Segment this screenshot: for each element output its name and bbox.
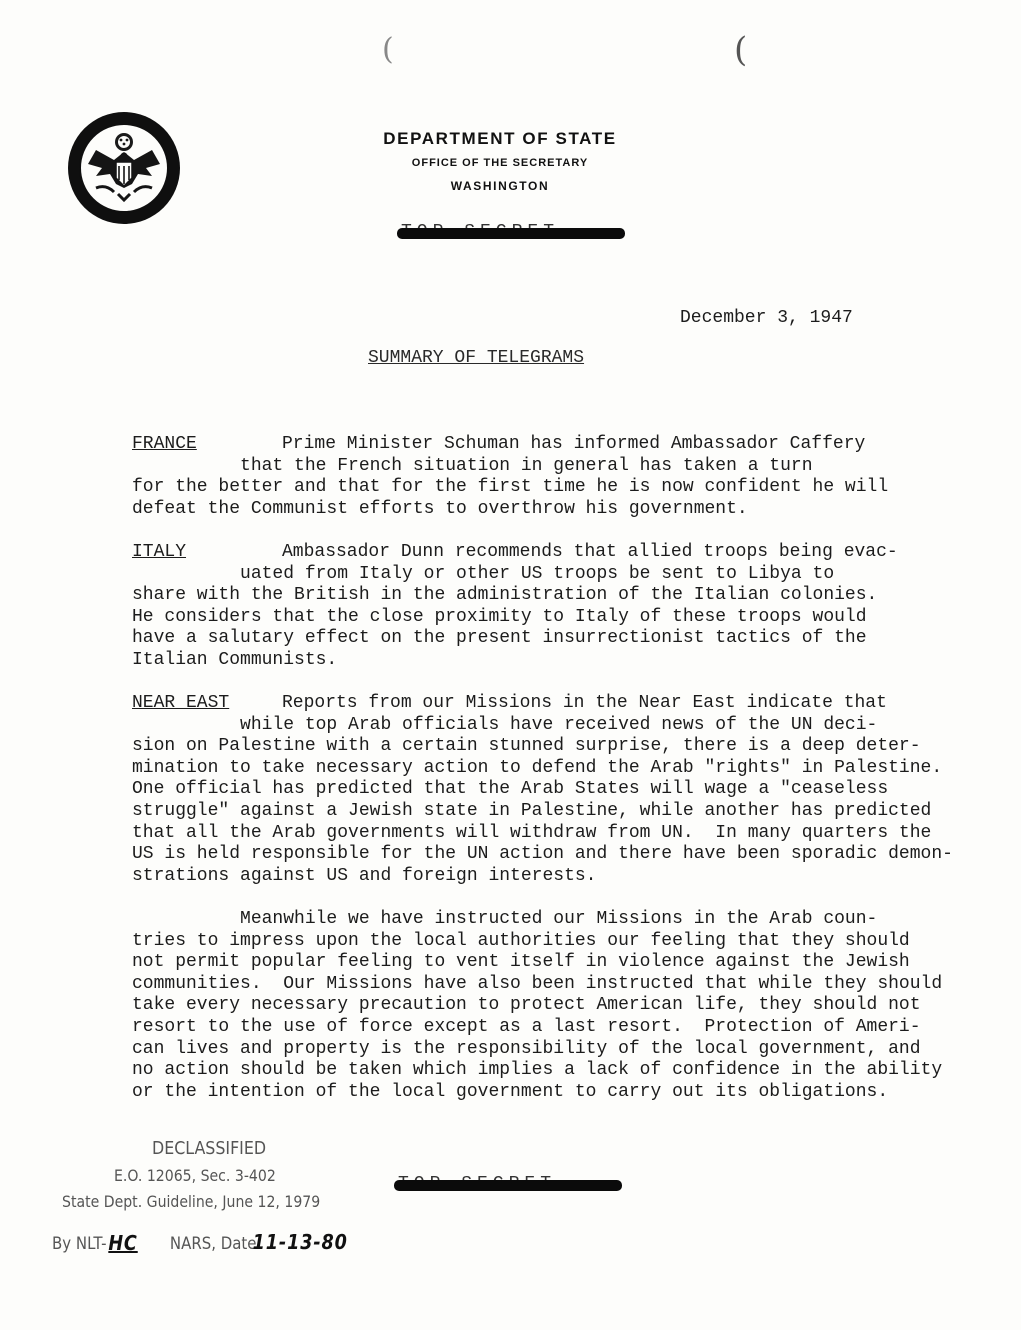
handwritten-date: 11-13-80 (252, 1230, 348, 1254)
text-line: US is held responsible for the UN action and there have been sporadic demon- (132, 844, 953, 865)
text-line: Meanwhile we have instructed our Missions in the Arab coun- (132, 909, 878, 929)
classification-marking-bottom (398, 1174, 618, 1194)
text-line: mination to take necessary action to defend the Arab "rights" in Palestine. (132, 757, 943, 778)
text-line: or the intention of the local government to carry out its obligations. (132, 1081, 889, 1102)
text-line: take every necessary precaution to protect American life, they should not (132, 995, 921, 1016)
text-line: for the better and that for the first time he is now confident he will (132, 477, 889, 498)
text-line: sion on Palestine with a certain stunned surprise, there is a deep deter- (132, 736, 921, 757)
letterhead (320, 128, 680, 193)
text-line: while top Arab officials have received news of the UN deci- (132, 714, 878, 735)
text-line: struggle" against a Jewish state in Palestine, while another has predicted (132, 800, 932, 821)
text-line: strations against US and foreign interests. (132, 865, 597, 886)
redaction-bar (397, 228, 625, 239)
section-france (132, 434, 962, 520)
text-line: One official has predicted that the Arab States will wage a "ceaseless (132, 779, 889, 800)
text-line: not permit popular feeling to vent itself in violence against the Jewish (132, 952, 910, 973)
text-line: defeat the Communist efforts to overthrow his government. (132, 498, 748, 519)
declassified-label: DECLASSIFIED (152, 1138, 267, 1159)
section-first-line (132, 434, 962, 456)
section-text: Reports from our Missions in the Near East indicate that (282, 693, 887, 713)
eagle-seal-icon (66, 110, 182, 226)
guideline-ref: State Dept. Guideline, June 12, 1979 (62, 1192, 321, 1211)
section-heading: FRANCE (132, 434, 197, 454)
section-heading: ITALY (132, 542, 187, 562)
executive-order-ref: E.O. 12065, Sec. 3-402 (114, 1166, 276, 1185)
text-line: tries to impress upon the local authorities our feeling that they should (132, 930, 910, 951)
authorization-line (52, 1230, 348, 1255)
text-line: He considers that the close proximity to Italy of these troops would (132, 606, 867, 627)
section-text: Ambassador Dunn recommends that allied troops being evac- (282, 542, 898, 562)
by-label: By NLT- (52, 1234, 107, 1254)
classification-marking-top (401, 222, 621, 242)
redaction-bar (394, 1180, 622, 1191)
text-line: no action should be taken which implies a lack of confidence in the ability (132, 1060, 943, 1081)
text-line: that all the Arab governments will withdraw from UN. In many quarters the (132, 822, 932, 843)
text-line: resort to the use of force except as a last resort. Protection of Ameri- (132, 1016, 921, 1037)
paper-mark: ( (734, 30, 748, 70)
nars-label: NARS, Date (169, 1234, 257, 1254)
section-first-line (132, 542, 962, 564)
document-title: SUMMARY OF TELEGRAMS (368, 348, 585, 368)
office-name: OFFICE OF THE SECRETARY (411, 157, 589, 169)
state-department-seal (66, 110, 182, 226)
text-line: communities. Our Missions have also been instructed that while they should (132, 973, 943, 994)
text-line: can lives and property is the responsibility of the local government, and (132, 1038, 921, 1059)
text-line: that the French situation in general has taken a turn (132, 455, 813, 476)
text-line: have a salutary effect on the present insurrectionist tactics of the (132, 628, 867, 649)
section-first-line (132, 693, 962, 715)
text-line: Italian Communists. (132, 649, 338, 670)
city-name: WASHINGTON (450, 179, 550, 193)
section-near-east (132, 693, 962, 887)
section-heading: NEAR EAST (132, 693, 230, 713)
section-italy (132, 542, 962, 672)
paper-mark: ( (382, 32, 394, 67)
section-text: Prime Minister Schuman has informed Ambassador Caffery (282, 434, 866, 454)
text-line: share with the British in the administration of the Italian colonies. (132, 585, 878, 606)
section-meanwhile (132, 909, 962, 1103)
department-name: DEPARTMENT OF STATE (383, 129, 617, 148)
document-date: December 3, 1947 (680, 308, 853, 328)
text-line: uated from Italy or other US troops be sent to Libya to (132, 563, 835, 584)
handwritten-initials: HC (108, 1231, 138, 1255)
